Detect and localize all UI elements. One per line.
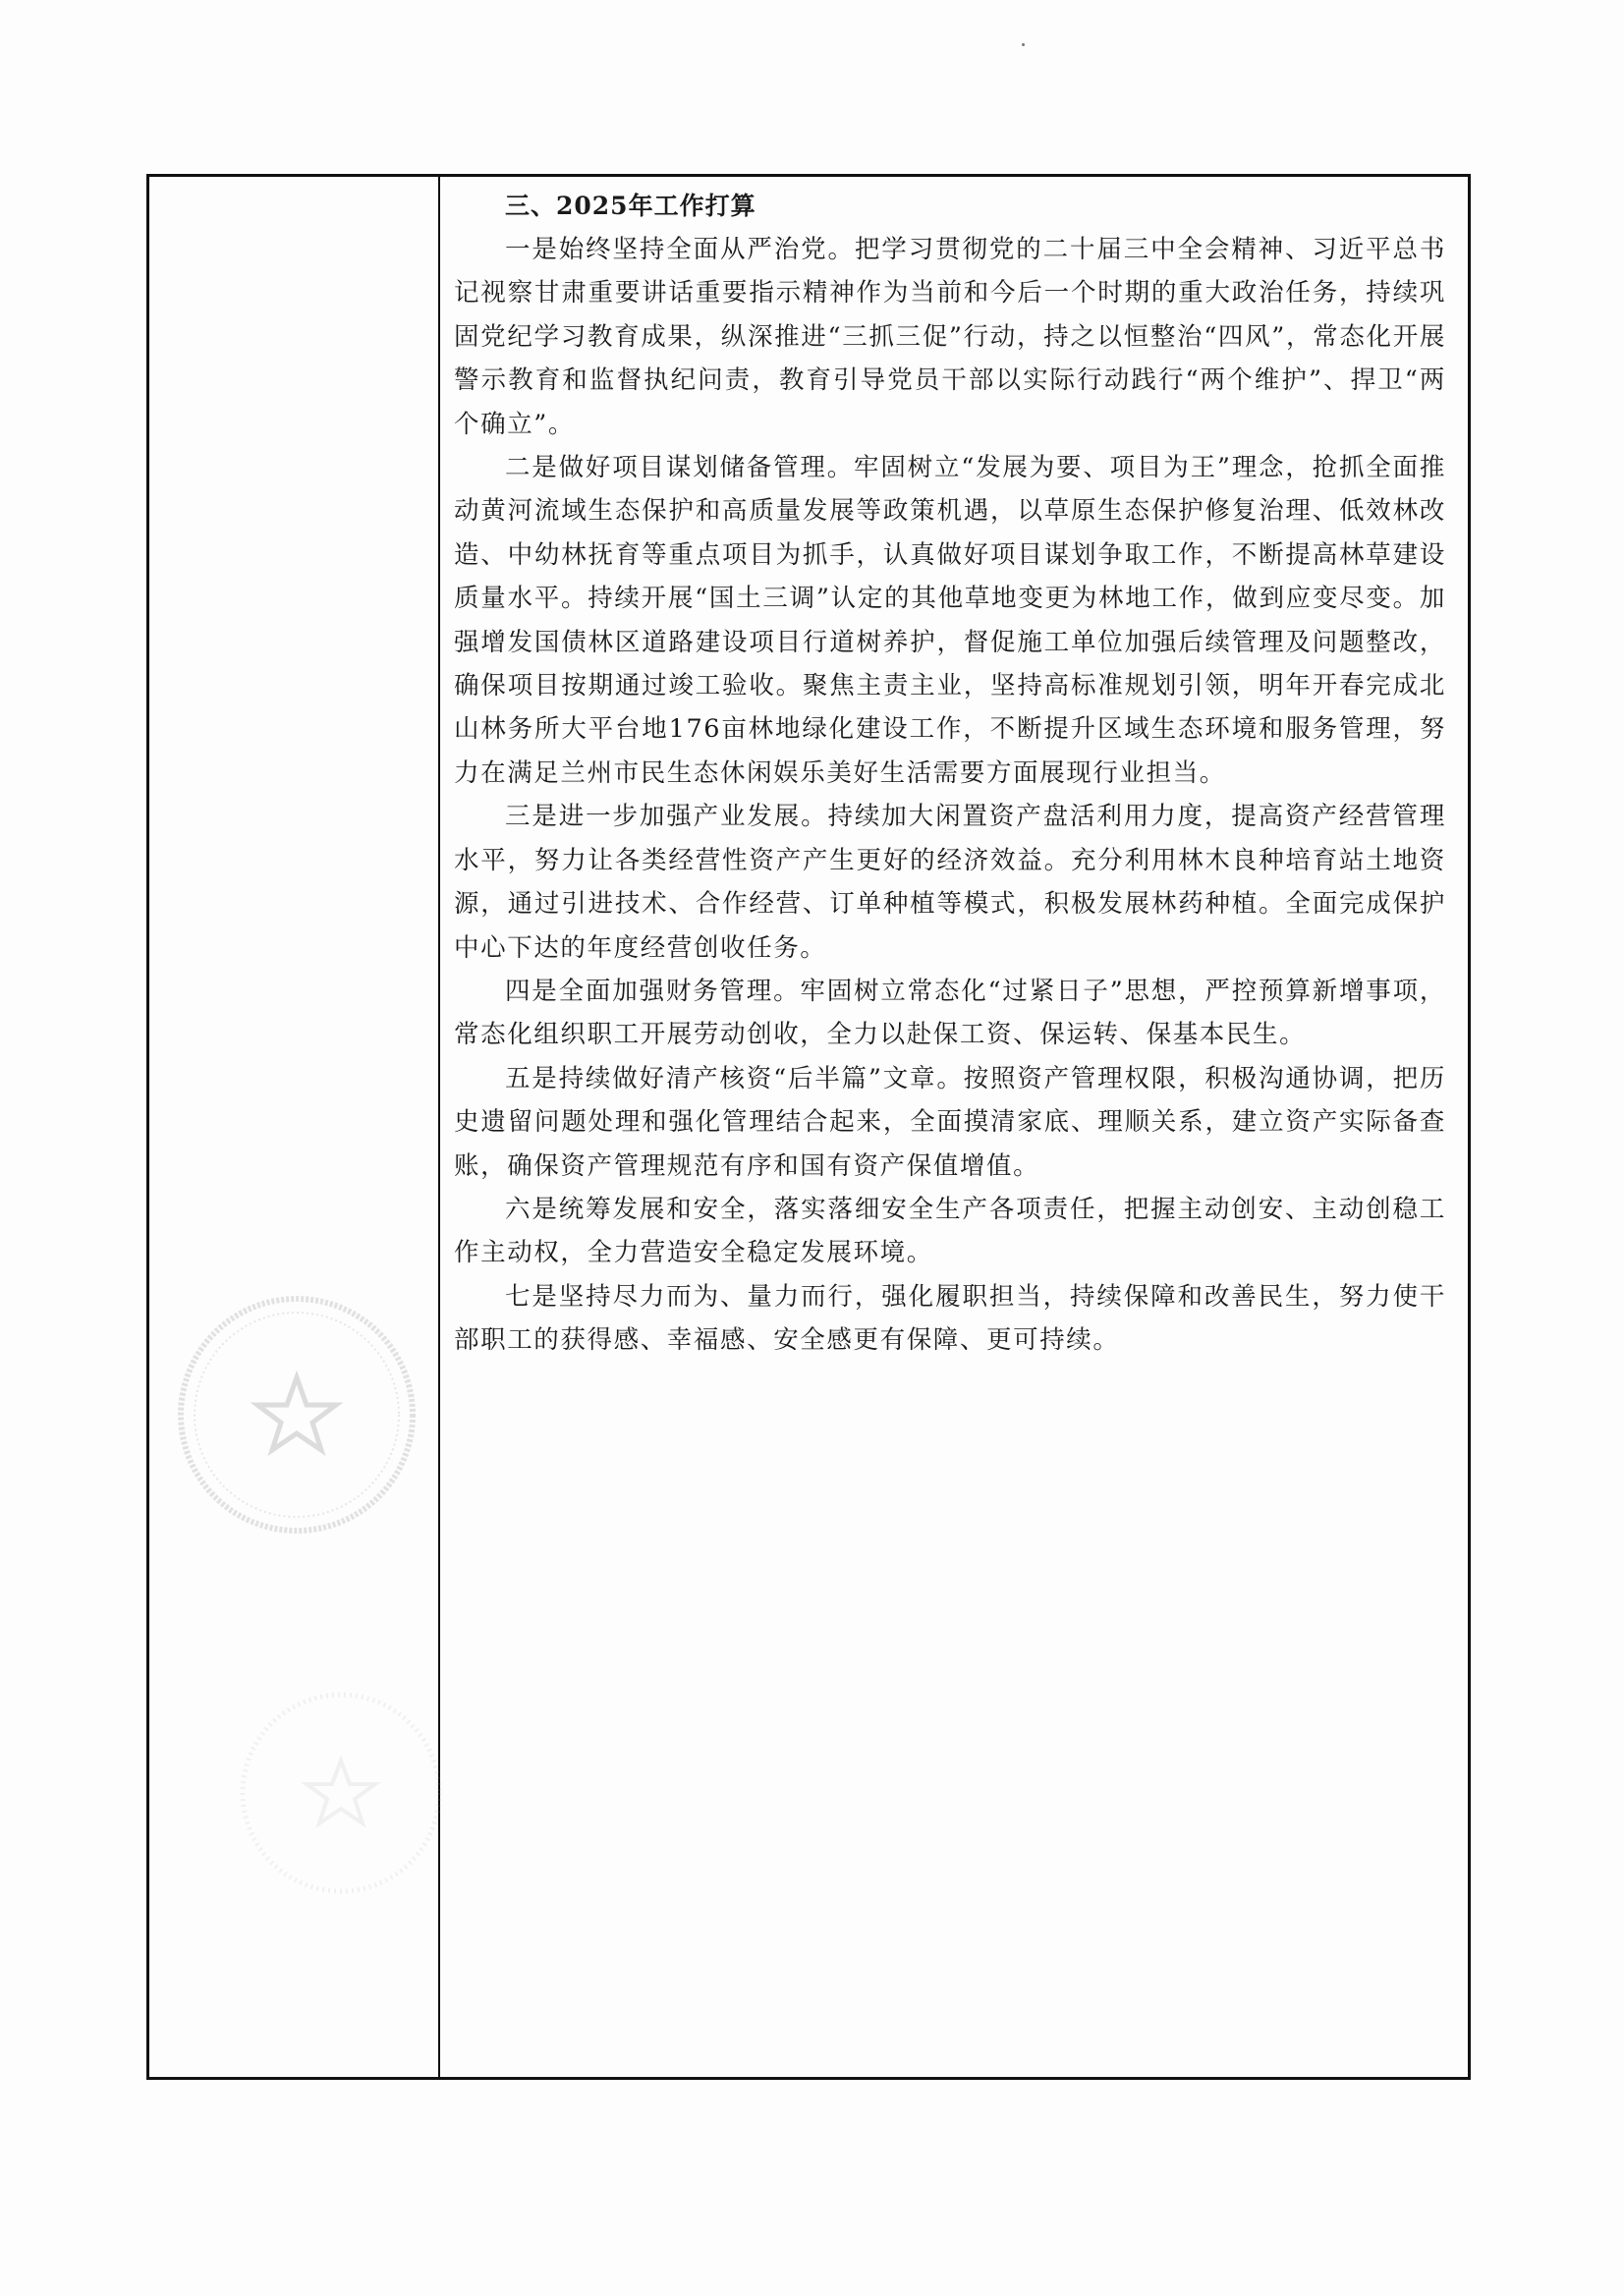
- paragraph-livelihood: 七是坚持尽力而为、量力而行，强化履职担当，持续保障和改善民生，努力使干部职工的获得感、幸福感、安全感更有保障、更可持续。: [454, 1281, 1446, 1356]
- paragraph-industry-development: 三是进一步加强产业发展。持续加大闲置资产盘活利用力度，提高资产经营管理水平，努力让各类经营性资产产生更好的经济效益。充分利用林木良种培育站土地资源，通过引进技术、合作经营、订单种植等模式，积极发展林药种植。全面完成保护中心下达的年度经营创收任务。: [454, 802, 1446, 963]
- form-table: [146, 174, 1471, 2080]
- paragraph-safety: 六是统筹发展和安全，落实落细安全生产各项责任，把握主动创安、主动创稳工作主动权，全力营造安全稳定发展环境。: [454, 1194, 1446, 1268]
- paragraph-asset-verification: 五是持续做好清产核资“后半篇”文章。按照资产管理权限，积极沟通协调，把历史遗留问题处理和强化管理结合起来，全面摸清家底、理顺关系，建立资产实际备查账，确保资产管理规范有序和国有资产保值增值。: [454, 1063, 1446, 1181]
- paragraph-project-planning: 二是做好项目谋划储备管理。牢固树立“发展为要、项目为王”理念，抢抓全面推动黄河流域生态保护和高质量发展等政策机遇，以草原生态保护修复治理、低效林改造、中幼林抚育等重点项目为抓手，认真做好项目谋划争取工作，不断提高林草建设质量水平。持续开展“国土三调”认定的其他草地变更为林地工作，做到应变尽变。加强增发国债林区道路建设项目行道树养护，督促施工单位加强后续管理及问题整改，确保项目按期通过竣工验收。聚焦主责主业，坚持高标准规划引领，明年开春完成北山林务所大平台地176亩林地绿化建设工作，不断提升区域生态环境和服务管理，努力在满足兰州市民生态休闲娱乐美好生活需要方面展现行业担当。: [454, 453, 1446, 788]
- official-seal-stamp: [169, 1287, 424, 1542]
- faint-seal-impression: [228, 1680, 454, 1906]
- left-label-cell: [149, 177, 440, 2077]
- content-cell: [454, 185, 1446, 1363]
- paragraph-party-governance: 一是始终坚持全面从严治党。把学习贯彻党的二十届三中全会精神、习近平总书记视察甘肃重要讲话重要指示精神作为当前和今后一个时期的重大政治任务，持续巩固党纪学习教育成果，纵深推进“三抓三促”行动，持之以恒整治“四风”，常态化开展警示教育和监督执纪问责，教育引导党员干部以实际行动践行“两个维护”、捍卫“两个确立”。: [454, 235, 1446, 439]
- paragraph-financial-management: 四是全面加强财务管理。牢固树立常态化“过紧日子”思想，严控预算新增事项，常态化组织职工开展劳动创收，全力以赴保工资、保运转、保基本民生。: [454, 976, 1446, 1050]
- section-title: 三、2025年工作打算: [505, 192, 756, 220]
- scan-speck: [1022, 43, 1025, 46]
